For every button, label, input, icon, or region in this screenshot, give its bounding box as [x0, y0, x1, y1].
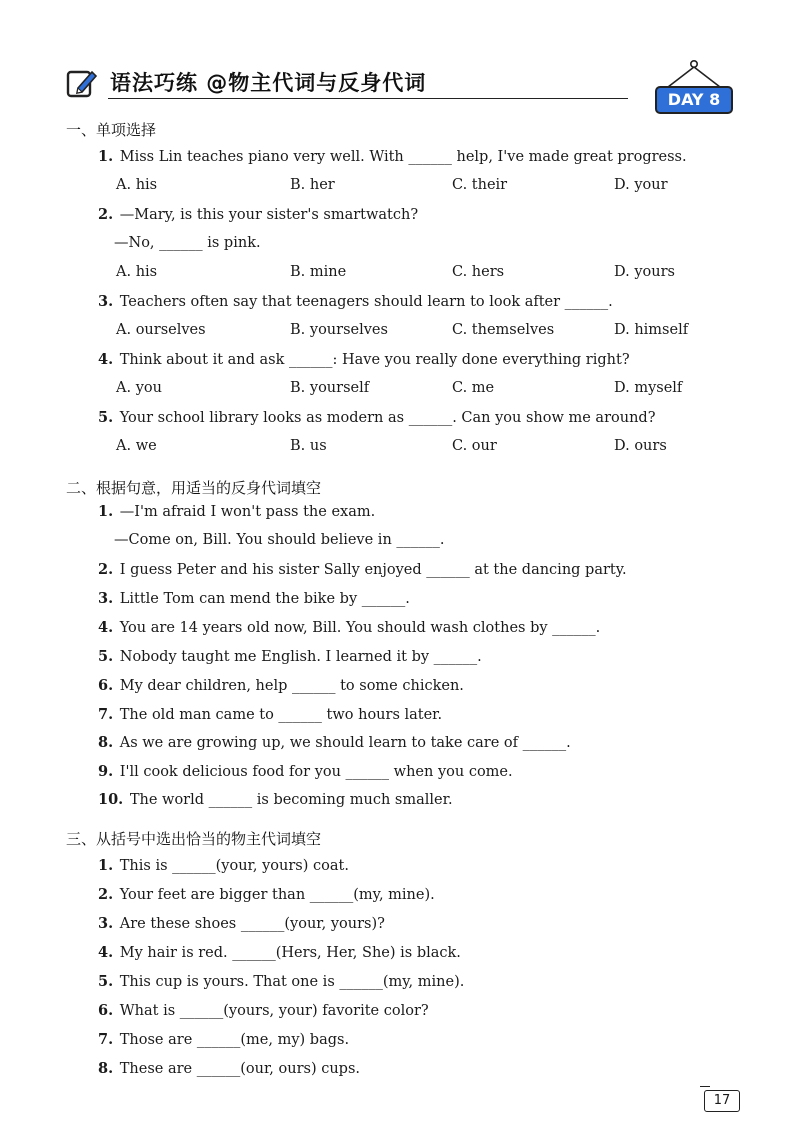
- exercise-item: [98, 648, 482, 665]
- exercise-item: [98, 677, 464, 694]
- item-text: This cup is yours. That one is ______(my, mine).: [119, 974, 465, 990]
- answer-option[interactable]: D. myself: [614, 380, 683, 396]
- answer-option[interactable]: B. her: [290, 177, 335, 193]
- answer-option[interactable]: A. his: [116, 264, 158, 280]
- answer-option[interactable]: C. our: [452, 438, 497, 454]
- answer-option[interactable]: B. mine: [290, 264, 347, 280]
- question-number: 3.: [98, 293, 114, 310]
- item-number: 4.: [98, 619, 114, 636]
- exercise-item: [98, 503, 375, 520]
- exercise-item: [98, 590, 410, 607]
- page-number: 17: [704, 1090, 740, 1112]
- answer-option[interactable]: B. us: [290, 438, 327, 454]
- question-text: Your school library looks as modern as ______. Can you show me around?: [119, 410, 656, 426]
- question-text-continued: —No, ______ is pink.: [114, 235, 261, 251]
- item-number: 8.: [98, 1060, 114, 1077]
- question-number: 2.: [98, 206, 114, 223]
- item-number: 9.: [98, 763, 114, 780]
- answer-option[interactable]: A. you: [116, 380, 162, 396]
- exercise-item: [98, 706, 442, 723]
- question-row: [98, 351, 630, 368]
- item-text: As we are growing up, we should learn to take care of ______.: [119, 735, 571, 751]
- item-text: —I'm afraid I won't pass the exam.: [119, 504, 376, 520]
- question-text: —Mary, is this your sister's smartwatch?: [119, 207, 419, 223]
- title-underline: [108, 98, 628, 99]
- exercise-item: [98, 857, 349, 874]
- item-text: My dear children, help ______ to some chicken.: [119, 678, 464, 694]
- item-number: 3.: [98, 915, 114, 932]
- exercise-item: [98, 973, 464, 990]
- pencil-edit-icon: [64, 66, 98, 100]
- answer-option[interactable]: B. yourself: [290, 380, 370, 396]
- answer-option[interactable]: C. themselves: [452, 322, 555, 338]
- exercise-item: [98, 561, 627, 578]
- question-text: Teachers often say that teenagers should learn to look after ______.: [119, 294, 613, 310]
- item-text: Nobody taught me English. I learned it by ______.: [119, 649, 482, 665]
- question-row: [98, 293, 613, 310]
- section-heading: 二、根据句意，用适当的反身代词填空: [66, 479, 322, 497]
- item-number: 6.: [98, 677, 114, 694]
- exercise-item: [98, 619, 600, 636]
- page-header: [0, 0, 800, 110]
- item-number: 2.: [98, 886, 114, 903]
- answer-option[interactable]: A. his: [116, 177, 158, 193]
- item-number: 2.: [98, 561, 114, 578]
- item-number: 1.: [98, 857, 114, 874]
- answer-option[interactable]: C. me: [452, 380, 495, 396]
- section-heading: 三、从括号中选出恰当的物主代词填空: [66, 830, 322, 848]
- item-text: Little Tom can mend the bike by ______.: [119, 591, 410, 607]
- exercise-item: [98, 944, 461, 961]
- item-text: My hair is red. ______(Hers, Her, She) is black.: [119, 945, 461, 961]
- page-number-tick: [700, 1086, 710, 1087]
- exercise-item: [98, 915, 385, 932]
- answer-option[interactable]: A. ourselves: [116, 322, 206, 338]
- answer-option[interactable]: D. yours: [614, 264, 675, 280]
- item-number: 7.: [98, 706, 114, 723]
- item-number: 10.: [98, 791, 124, 808]
- item-number: 1.: [98, 503, 114, 520]
- item-number: 4.: [98, 944, 114, 961]
- exercise-item: [98, 734, 571, 751]
- answer-option[interactable]: D. ours: [614, 438, 667, 454]
- exercise-item: [98, 763, 513, 780]
- exercise-item: [98, 1031, 349, 1048]
- item-number: 5.: [98, 648, 114, 665]
- exercise-item: [98, 1060, 360, 1077]
- item-text: I guess Peter and his sister Sally enjoyed ______ at the dancing party.: [119, 562, 627, 578]
- item-text: Those are ______(me, my) bags.: [119, 1032, 350, 1048]
- answer-option[interactable]: B. yourselves: [290, 322, 388, 338]
- answer-option[interactable]: D. himself: [614, 322, 689, 338]
- question-number: 4.: [98, 351, 114, 368]
- item-text: Are these shoes ______(your, yours)?: [119, 916, 385, 932]
- item-text: You are 14 years old now, Bill. You should wash clothes by ______.: [119, 620, 601, 636]
- item-text: These are ______(our, ours) cups.: [119, 1061, 361, 1077]
- item-text: This is ______(your, yours) coat.: [119, 858, 349, 874]
- answer-option[interactable]: C. hers: [452, 264, 505, 280]
- answer-option[interactable]: C. their: [452, 177, 508, 193]
- item-number: 3.: [98, 590, 114, 607]
- exercise-item: [98, 886, 435, 903]
- day-badge-label: DAY 8: [667, 90, 721, 109]
- question-row: [98, 148, 687, 165]
- item-number: 8.: [98, 734, 114, 751]
- item-text: I'll cook delicious food for you ______ when you come.: [119, 764, 513, 780]
- page-title: 语法巧练 @物主代词与反身代词: [110, 71, 427, 95]
- item-number: 5.: [98, 973, 114, 990]
- question-number: 5.: [98, 409, 114, 426]
- answer-option[interactable]: D. your: [614, 177, 668, 193]
- question-number: 1.: [98, 148, 114, 165]
- question-text: Think about it and ask ______: Have you really done everything right?: [119, 352, 630, 368]
- question-row: [98, 206, 418, 223]
- item-number: 7.: [98, 1031, 114, 1048]
- answer-option[interactable]: A. we: [116, 438, 157, 454]
- item-text: What is ______(yours, your) favorite color?: [119, 1003, 429, 1019]
- exercise-item: [98, 791, 453, 808]
- item-text: The world ______ is becoming much smaller.: [129, 792, 453, 808]
- item-number: 6.: [98, 1002, 114, 1019]
- question-row: [98, 409, 655, 426]
- exercise-item-continued: —Come on, Bill. You should believe in ______.: [114, 532, 445, 548]
- exercise-item: [98, 1002, 429, 1019]
- item-text: The old man came to ______ two hours later.: [119, 707, 443, 723]
- question-text: Miss Lin teaches piano very well. With ______ help, I've made great progress.: [119, 149, 687, 165]
- item-text: Your feet are bigger than ______(my, mine).: [119, 887, 435, 903]
- section-heading: 一、单项选择: [66, 121, 157, 139]
